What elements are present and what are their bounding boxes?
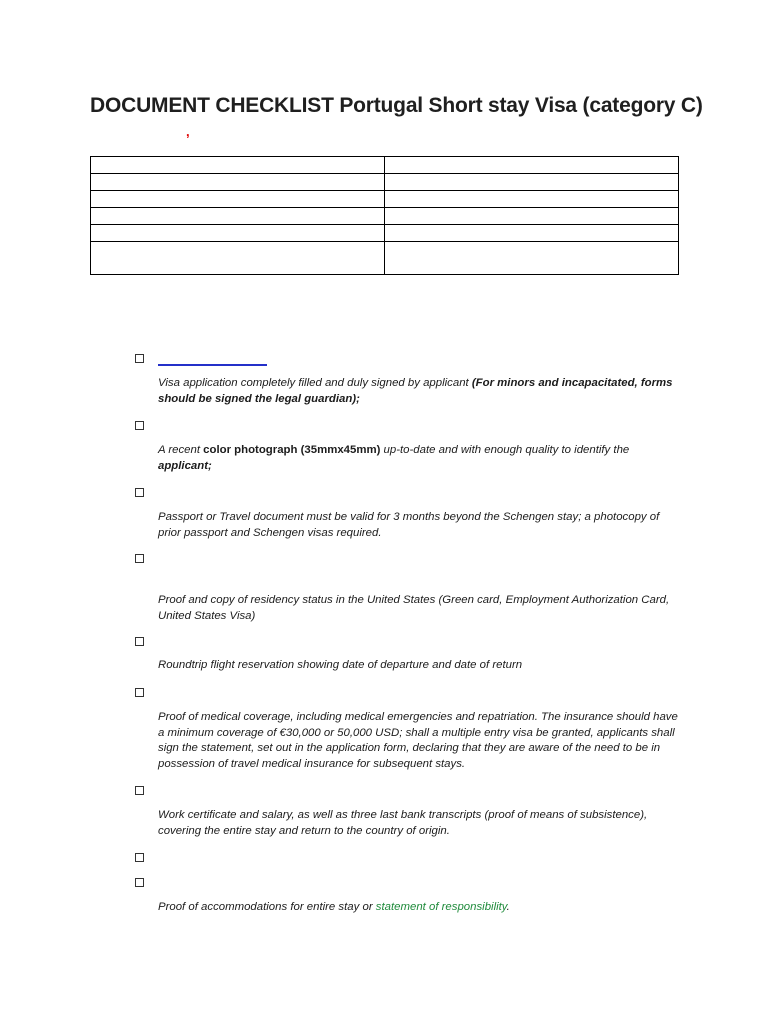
table-cell[interactable] xyxy=(91,191,385,208)
checkbox-photograph[interactable] xyxy=(135,421,144,430)
table-cell[interactable] xyxy=(385,157,679,174)
checklist-item-text: Proof of accommodations for entire stay or xyxy=(158,901,376,913)
checkbox-residency[interactable] xyxy=(135,554,144,563)
applicant-info-table xyxy=(90,156,679,275)
table-cell[interactable] xyxy=(385,191,679,208)
table-cell[interactable] xyxy=(91,225,385,242)
link-underline[interactable] xyxy=(158,364,267,366)
table-cell[interactable] xyxy=(385,208,679,225)
statement-of-responsibility-link[interactable]: statement of responsibility xyxy=(375,901,507,913)
table-cell[interactable] xyxy=(385,174,679,191)
checkbox-passport[interactable] xyxy=(135,488,144,497)
checkbox-blank[interactable] xyxy=(135,853,144,862)
red-comma-mark: , xyxy=(186,124,190,139)
checklist-item-medical: Proof of medical coverage, including medical emergencies and repatriation. The insurance should have a minimum coverage of €30,000 or 50,000 USD; shall a multiple entry visa be granted, applicants shall sign the statement, set out in the application form, declaring that they are aware of the need to be in possession of travel medical insurance for subsequent stays. xyxy=(158,711,678,770)
table-cell[interactable] xyxy=(385,225,679,242)
table-cell[interactable] xyxy=(91,157,385,174)
checkbox-visa-application[interactable] xyxy=(135,354,144,363)
checklist-item-note: (For minors and incapacitated, forms should be signed the legal guardian); xyxy=(158,377,673,405)
checkbox-accommodations[interactable] xyxy=(135,878,144,887)
table-cell[interactable] xyxy=(91,208,385,225)
checklist-item-visa-application xyxy=(158,376,680,407)
checkbox-medical[interactable] xyxy=(135,688,144,697)
checklist-item-emphasis: color photograph (35mmx45mm) xyxy=(203,444,381,456)
table-cell[interactable] xyxy=(91,174,385,191)
checklist-item-flight: Roundtrip flight reservation showing date of departure and date of return xyxy=(158,659,523,671)
checkbox-work-certificate[interactable] xyxy=(135,786,144,795)
table-cell[interactable] xyxy=(91,242,385,275)
checklist-item-text: . xyxy=(506,901,510,913)
checklist-item-residency: Proof and copy of residency status in the United States (Green card, Employment Authorization Card, United States Visa) xyxy=(158,594,670,622)
checklist-item-text: Visa application completely filled and duly signed by applicant xyxy=(158,377,469,389)
page-title: DOCUMENT CHECKLIST Portugal Short stay Visa (category C) xyxy=(90,94,703,117)
table-cell[interactable] xyxy=(385,242,679,275)
checklist-item-text: A recent xyxy=(158,444,204,456)
checklist-item-work-certificate: Work certificate and salary, as well as three last bank transcripts (proof of means of subsistence), covering the entire stay and return to the country of origin. xyxy=(158,809,648,837)
checklist-item-photograph xyxy=(158,443,680,474)
checklist-item-passport: Passport or Travel document must be valid for 3 months beyond the Schengen stay; a photocopy of prior passport and Schengen visas required. xyxy=(158,511,660,539)
checklist-item-accommodations xyxy=(158,900,680,916)
checklist-item-emphasis: applicant; xyxy=(158,459,212,472)
checkbox-flight[interactable] xyxy=(135,637,144,646)
checklist-item-text: up-to-date and with enough quality to identify the xyxy=(380,444,630,456)
